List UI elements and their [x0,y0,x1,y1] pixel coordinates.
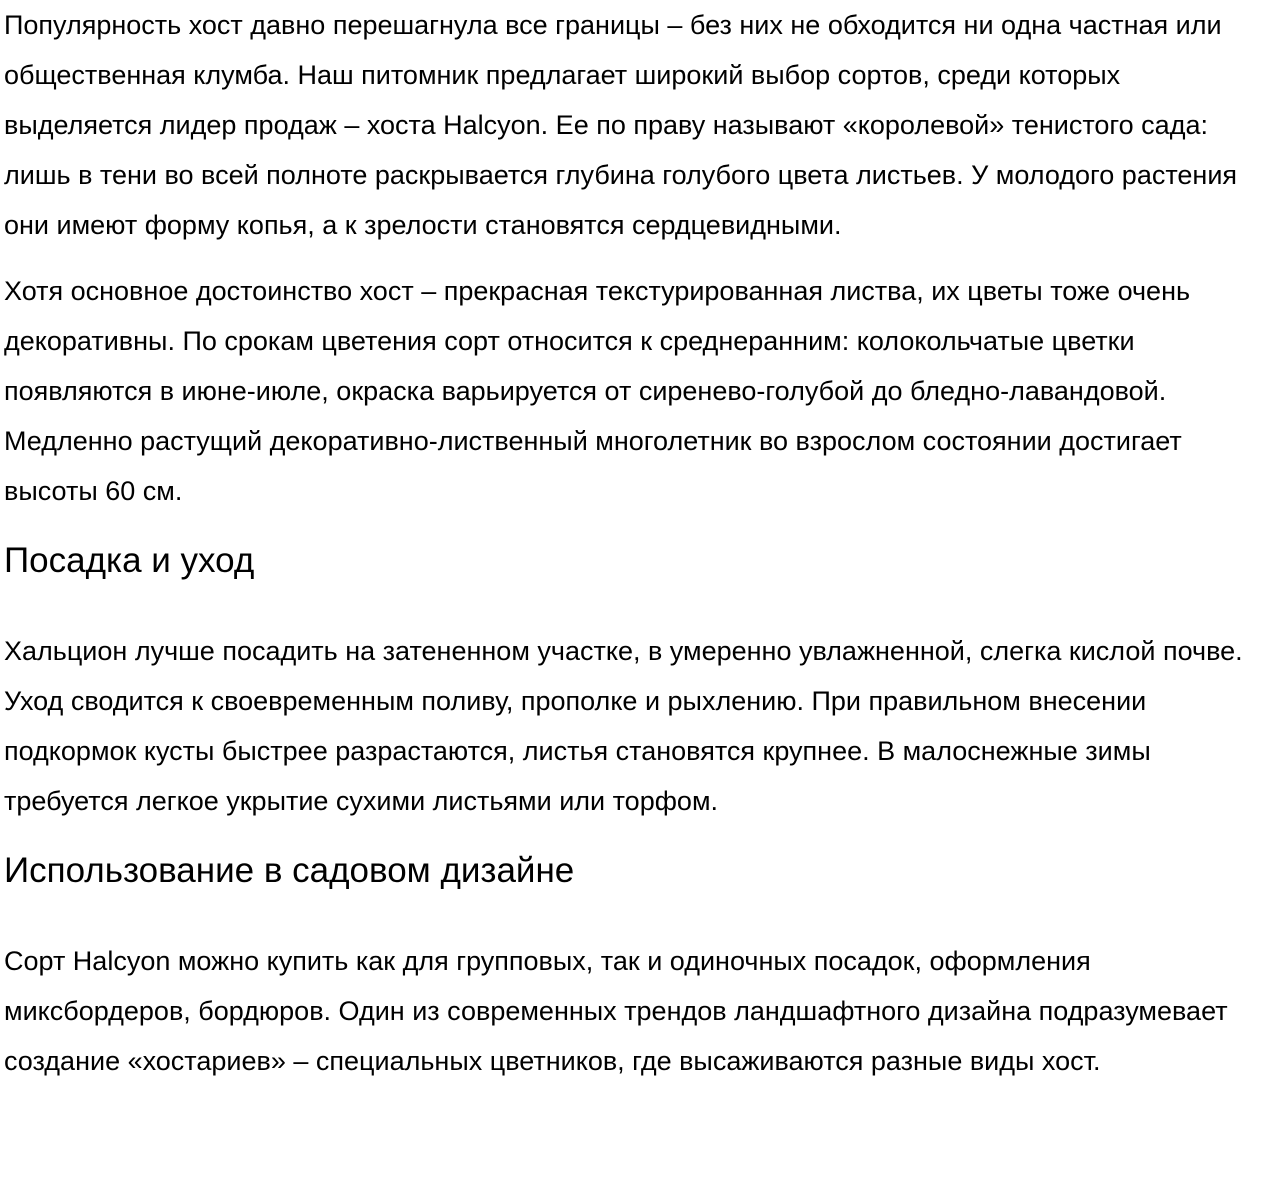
intro-paragraph-1: Популярность хост давно перешагнула все границы – без них не обходится ни одна частная или общественная клумба. Наш питомник предлагает широкий выбор сортов, среди которых выделяется лидер продаж – хоста Halcyon. Ее по праву называют «королевой» тенистого сада: лишь в тени во всей полноте раскрывается глубина голубого цвета листьев. У молодого растения они имеют форму копья, а к зрелости становятся сердцевидными. [4,10,1238,240]
intro-paragraph-2: Хотя основное достоинство хост – прекрасная текстурированная листва, их цветы тоже очень декоративны. По срокам цветения сорт относится к среднеранним: колокольчатые цветки появляются в июне-июле, окраска варьируется от сиренево-голубой до бледно-лавандовой. Медленно растущий декоративно-лиственный многолетник во взрослом состоянии достигает высоты 60 см. [4,276,1191,506]
garden-design-paragraph: Сорт Halcyon можно купить как для групповых, так и одиночных посадок, оформления миксбордеров, бордюров. Один из современных трендов ландшафтного дизайна подразумевает создание «хостариев» – специальных цветников, где высаживаются разные виды хост. [4,946,1228,1076]
planting-care-paragraph: Хальцион лучше посадить на затененном участке, в умеренно увлажненной, слегка кислой почве. Уход сводится к своевременным поливу, прополке и рыхлению. При правильном внесении подкормок кусты быстрее разрастаются, листья становятся крупнее. В малоснежные зимы требуется легкое укрытие сухими листьями или торфом. [4,636,1243,816]
section-heading-planting-and-care: Посадка и уход [4,541,255,580]
section-heading-garden-design: Использование в садовом дизайне [4,851,575,890]
